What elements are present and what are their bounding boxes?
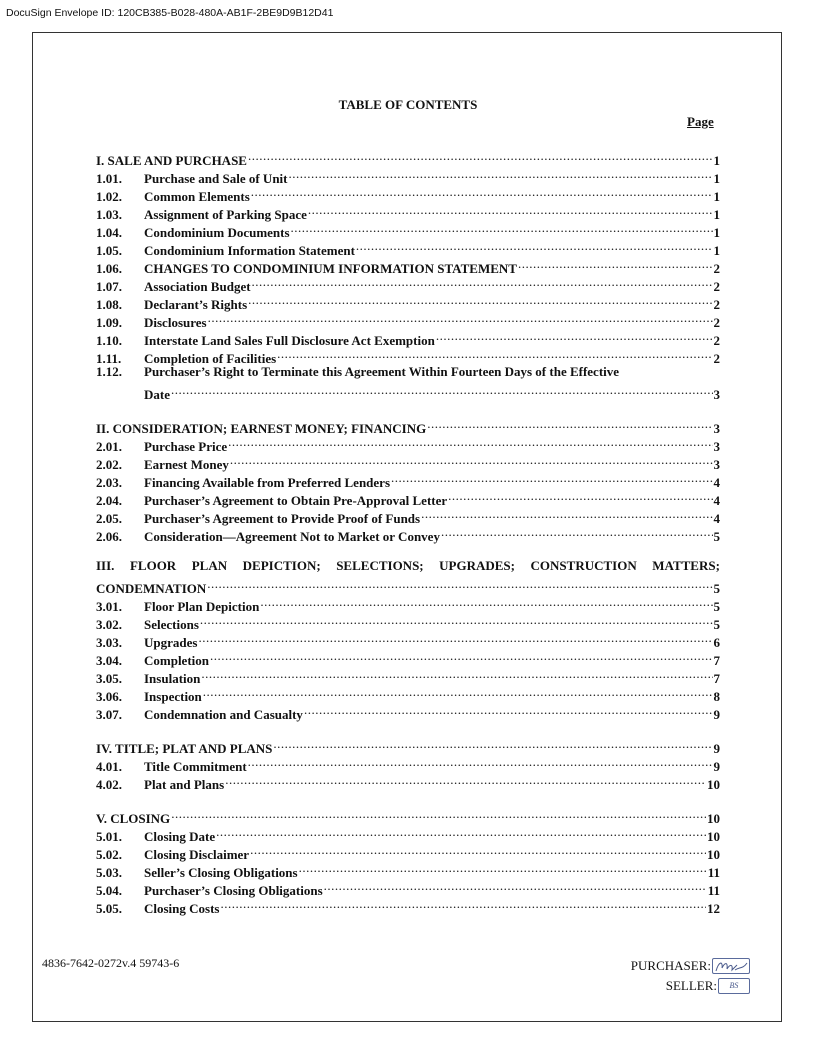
toc-section: [96, 415, 720, 544]
toc-item-title: Declarant’s Rights: [144, 297, 248, 312]
dot-leader: [248, 291, 712, 309]
dot-leader: [252, 273, 713, 291]
toc-item-page: 3: [713, 387, 720, 402]
toc-item-title: Date: [144, 387, 170, 402]
toc-item-title: Condemnation and Casualty: [144, 707, 303, 722]
toc-item-page: 2: [713, 261, 720, 276]
dot-leader: [228, 433, 712, 451]
toc-item-title: Purchaser’s Right to Terminate this Agreement Within Fourteen Days of the Effective: [144, 364, 620, 379]
toc-item-title: Seller’s Closing Obligations: [144, 865, 298, 880]
heading-word: DEPICTION;: [242, 558, 321, 573]
toc-item-page: 7: [713, 671, 720, 686]
toc-item-page: 4: [713, 475, 720, 490]
toc-item-number: 1.12.: [96, 364, 122, 379]
toc-item-page: 3: [713, 421, 720, 436]
toc-item-number: 1.07.: [96, 279, 122, 294]
seller-initials-field[interactable]: [718, 978, 750, 994]
seller-initials: BS: [729, 981, 739, 990]
toc-item-title: Upgrades: [144, 635, 198, 650]
dot-leader: [201, 665, 712, 683]
toc-item-number: 1.03.: [96, 207, 122, 222]
toc-section-heading-line1[interactable]: [96, 557, 720, 575]
purchaser-initials-signature-icon: [713, 959, 749, 973]
toc-section-heading[interactable]: [96, 805, 720, 826]
seller-label: SELLER:: [665, 978, 717, 993]
toc-item-page: 9: [713, 741, 720, 756]
toc-item-title: Disclosures: [144, 315, 207, 330]
dot-leader: [436, 327, 713, 345]
toc-item-page: 4: [713, 493, 720, 508]
dot-leader: [289, 165, 713, 183]
toc-item-number: 3.04.: [96, 653, 122, 668]
toc-item-page: 3: [713, 457, 720, 472]
toc-item-number: 5.05.: [96, 901, 122, 916]
toc-item-number: 2.04.: [96, 493, 122, 508]
toc-item-page: 8: [713, 689, 720, 704]
toc-item-page: 1: [713, 171, 720, 186]
toc-item-page: 10: [707, 829, 720, 844]
toc-item-number: 1.05.: [96, 243, 122, 258]
toc-item-page: 2: [713, 315, 720, 330]
toc-item-title: Assignment of Parking Space: [144, 207, 307, 222]
dot-leader: [171, 381, 713, 399]
dot-leader: [198, 629, 712, 647]
toc-entry[interactable]: [96, 823, 720, 844]
toc-entry-wrapped[interactable]: [96, 363, 720, 381]
docusign-envelope-id: DocuSign Envelope ID: 120CB385-B028-480A-AB1F-2BE9D9B12D41: [6, 7, 334, 19]
toc-item-title: Consideration—Agreement Not to Market or Convey: [144, 529, 440, 544]
toc-item-title: Title Commitment: [144, 759, 247, 774]
dot-leader: [421, 505, 712, 523]
toc-item-title: V. CLOSING: [96, 811, 171, 826]
toc-section-heading-line2[interactable]: [96, 575, 720, 596]
toc-item-page: 1: [713, 153, 720, 168]
toc-item-page: 4: [713, 511, 720, 526]
toc-item-page: 5: [713, 617, 720, 632]
toc-item-page: 3: [713, 439, 720, 454]
toc-item-number: 3.02.: [96, 617, 122, 632]
toc-item-title: Completion of Facilities: [144, 351, 277, 366]
toc-item-number: 1.10.: [96, 333, 122, 348]
toc-item-title: Condominium Documents: [144, 225, 290, 240]
toc-section-heading[interactable]: [96, 147, 720, 168]
dot-leader: [299, 859, 707, 877]
heading-word: FLOOR: [129, 558, 177, 573]
toc-item-title: Inspection: [144, 689, 202, 704]
toc-item-number: 2.05.: [96, 511, 122, 526]
toc-item-page: 2: [713, 297, 720, 312]
dot-leader: [441, 523, 713, 541]
toc-item-title: Plat and Plans: [144, 777, 225, 792]
toc-section: [96, 147, 720, 402]
toc-item-number: 2.02.: [96, 457, 122, 472]
toc-item-title: Insulation: [144, 671, 201, 686]
dot-leader: [250, 841, 706, 859]
toc-item-page: 10: [707, 811, 720, 826]
toc-item-page: 2: [713, 333, 720, 348]
toc-item-title: Purchaser’s Agreement to Obtain Pre-Approval Letter: [144, 493, 448, 508]
purchaser-initials-field[interactable]: [712, 958, 750, 974]
dot-leader: [221, 895, 707, 913]
toc-item-title: Closing Disclaimer: [144, 847, 250, 862]
dot-leader: [324, 877, 707, 895]
toc-item-page: 10: [707, 777, 720, 792]
toc-item-title: Purchaser’s Closing Obligations: [144, 883, 323, 898]
toc-item-title: Condominium Information Statement: [144, 243, 355, 258]
heading-word: UPGRADES;: [439, 558, 515, 573]
toc-item-page: 5: [713, 581, 720, 596]
toc-item-page: 5: [713, 599, 720, 614]
dot-leader: [291, 219, 713, 237]
toc-item-page: 9: [713, 707, 720, 722]
toc-item-number: 1.09.: [96, 315, 122, 330]
toc-item-page: 2: [713, 279, 720, 294]
toc-item-page: 1: [713, 207, 720, 222]
dot-leader: [225, 771, 706, 789]
toc-item-title: Closing Costs: [144, 901, 220, 916]
toc-section-heading[interactable]: [96, 735, 720, 756]
dot-leader: [277, 345, 712, 363]
toc-item-title: Common Elements: [144, 189, 250, 204]
toc-item-number: 3.07.: [96, 707, 122, 722]
seller-initials-row: [600, 976, 750, 994]
toc-item-page: 2: [713, 351, 720, 366]
toc-section: [96, 735, 720, 792]
dot-leader: [304, 701, 713, 719]
toc-item-number: 5.04.: [96, 883, 122, 898]
dot-leader: [248, 147, 713, 165]
dot-leader: [518, 255, 713, 273]
dot-leader: [171, 805, 706, 823]
toc-item-number: 3.03.: [96, 635, 122, 650]
purchaser-initials-row: [600, 956, 750, 974]
toc-item-number: 4.02.: [96, 777, 122, 792]
toc-item-number: 1.06.: [96, 261, 122, 276]
toc-item-number: 3.01.: [96, 599, 122, 614]
dot-leader: [207, 575, 712, 593]
toc-item-page: 1: [713, 189, 720, 204]
dot-leader: [203, 683, 713, 701]
toc-section: [96, 805, 720, 916]
dot-leader: [208, 309, 713, 327]
toc-item-number: 5.03.: [96, 865, 122, 880]
toc-item-number: 1.04.: [96, 225, 122, 240]
dot-leader: [448, 487, 712, 505]
toc-item-title: Floor Plan Depiction: [144, 599, 260, 614]
toc-item-page: 1: [713, 243, 720, 258]
table-of-contents: [96, 147, 720, 929]
toc-item-title: CHANGES TO CONDOMINIUM INFORMATION STATEMENT: [144, 261, 517, 276]
toc-item-number: 3.06.: [96, 689, 122, 704]
heading-word: SELECTIONS;: [336, 558, 424, 573]
toc-item-number: 4.01.: [96, 759, 122, 774]
dot-leader: [210, 647, 713, 665]
toc-item-title: CONDEMNATION: [96, 581, 207, 596]
toc-item-number: 5.02.: [96, 847, 122, 862]
toc-item-title: Purchase and Sale of Unit: [144, 171, 288, 186]
dot-leader: [216, 823, 706, 841]
heading-word: CONSTRUCTION: [530, 558, 637, 573]
toc-item-number: 1.02.: [96, 189, 122, 204]
toc-item-title: Interstate Land Sales Full Disclosure Act Exemption: [144, 333, 435, 348]
toc-item-page: 11: [707, 883, 720, 898]
page-column-label: Page: [687, 114, 714, 129]
toc-item-title: I. SALE AND PURCHASE: [96, 153, 247, 168]
toc-item-title: Financing Available from Preferred Lenders: [144, 475, 391, 490]
toc-item-page: 6: [713, 635, 720, 650]
toc-item-title: Earnest Money: [144, 457, 229, 472]
toc-section: [96, 557, 720, 722]
toc-item-number: 5.01.: [96, 829, 122, 844]
document-number: 4836-7642-0272v.4 59743-6: [42, 956, 180, 970]
dot-leader: [200, 611, 713, 629]
purchaser-label: PURCHASER:: [630, 958, 711, 973]
toc-item-number: 3.05.: [96, 671, 122, 686]
toc-entry-wrapped-cont[interactable]: [96, 381, 720, 402]
toc-item-page: 5: [713, 529, 720, 544]
toc-item-number: 1.08.: [96, 297, 122, 312]
toc-item-title: Closing Date: [144, 829, 216, 844]
toc-title: TABLE OF CONTENTS: [338, 97, 478, 112]
toc-item-title: Completion: [144, 653, 209, 668]
toc-item-page: 9: [713, 759, 720, 774]
toc-item-page: 1: [713, 225, 720, 240]
dot-leader: [391, 469, 712, 487]
toc-item-number: 2.03.: [96, 475, 122, 490]
heading-word: III.: [96, 558, 115, 573]
toc-item-number: 2.06.: [96, 529, 122, 544]
dot-leader: [230, 451, 713, 469]
toc-item-page: 11: [707, 865, 720, 880]
dot-leader: [260, 593, 712, 611]
toc-item-title: Selections: [144, 617, 199, 632]
toc-item-page: 12: [707, 901, 720, 916]
heading-word: MATTERS;: [652, 558, 720, 573]
toc-item-title: II. CONSIDERATION; EARNEST MONEY; FINANCING: [96, 421, 427, 436]
toc-section-heading[interactable]: [96, 415, 720, 436]
toc-item-page: 7: [713, 653, 720, 668]
dot-leader: [273, 735, 712, 753]
heading-word: PLAN: [191, 558, 228, 573]
toc-item-number: 2.01.: [96, 439, 122, 454]
dot-leader: [251, 183, 713, 201]
toc-item-number: 1.11.: [96, 351, 122, 366]
dot-leader: [248, 753, 713, 771]
toc-item-title: Purchaser’s Agreement to Provide Proof of Funds: [144, 511, 421, 526]
dot-leader: [308, 201, 713, 219]
toc-item-title: IV. TITLE; PLAT AND PLANS: [96, 741, 273, 756]
signature-block: [600, 956, 750, 994]
toc-item-title: Purchase Price: [144, 439, 228, 454]
toc-item-page: 10: [707, 847, 720, 862]
dot-leader: [356, 237, 713, 255]
dot-leader: [427, 415, 712, 433]
toc-item-title: Association Budget: [144, 279, 251, 294]
toc-item-number: 1.01.: [96, 171, 122, 186]
